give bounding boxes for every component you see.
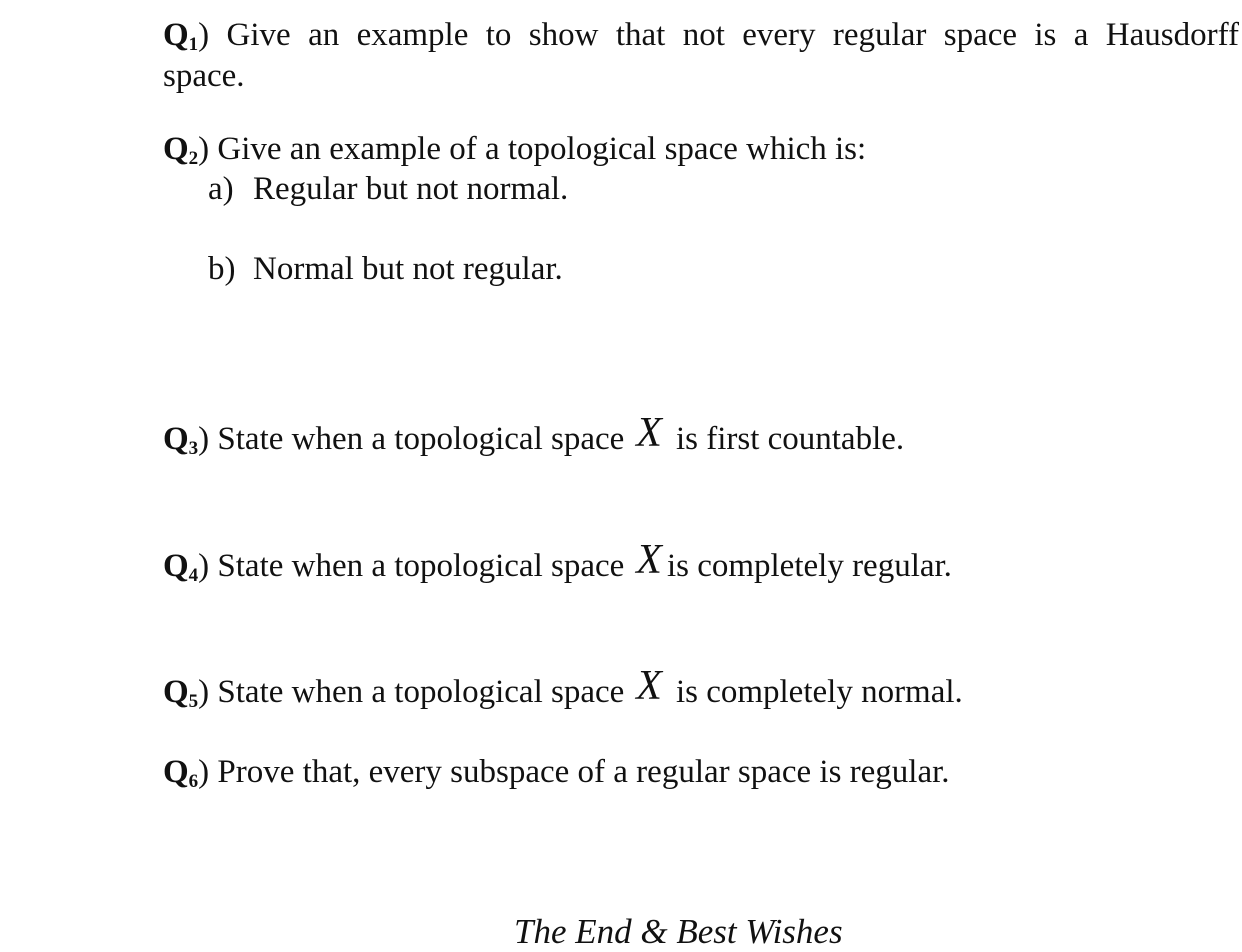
question-text: ) Give an example of a topological space which is: <box>198 131 867 167</box>
question-label: $Q_2$ <box>163 131 199 169</box>
item-label: b) <box>208 251 236 287</box>
question-text: ) State when a topological space <box>198 548 625 584</box>
question-label: $Q_3$ <box>163 421 199 459</box>
question-6 <box>163 752 950 793</box>
question-2-item-b <box>208 249 563 290</box>
question-label: $Q_1$ <box>163 17 199 55</box>
closing-message: The End & Best Wishes <box>514 912 843 951</box>
question-label: $Q_5$ <box>163 674 199 712</box>
question-text-end: is completely regular. <box>666 548 952 584</box>
question-text-end: is first countable. <box>675 421 905 457</box>
question-5 <box>163 663 963 713</box>
question-text: ) State when a topological space <box>198 674 625 710</box>
question-1-continuation: space. <box>163 58 245 94</box>
question-text: ) Give an example to show that not every regular space is a Hausdorff <box>198 17 1239 53</box>
question-1 <box>163 15 1239 56</box>
question-label: $Q_4$ <box>163 548 199 586</box>
item-text: Normal but not regular. <box>253 251 563 287</box>
question-2 <box>163 129 866 170</box>
question-label: $Q_6$ <box>163 754 199 792</box>
question-4 <box>163 537 952 587</box>
item-text: Regular but not normal. <box>253 171 569 207</box>
question-text-end: is completely normal. <box>675 674 963 710</box>
question-3 <box>163 410 905 460</box>
question-2-item-a <box>208 169 568 210</box>
question-text: ) State when a topological space <box>198 421 625 457</box>
item-label: a) <box>208 171 234 207</box>
variable-x: X <box>636 663 662 709</box>
question-text: ) Prove that, every subspace of a regular space is regular. <box>198 754 950 790</box>
variable-x: X <box>636 537 662 583</box>
variable-x: X <box>636 410 662 456</box>
